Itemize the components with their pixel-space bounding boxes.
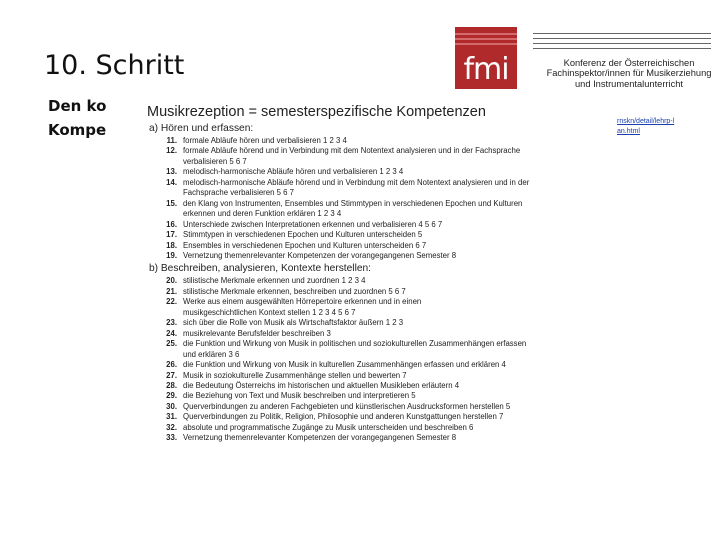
item-number: 15. bbox=[166, 198, 177, 208]
logo-stripes bbox=[455, 33, 517, 48]
list-item bbox=[147, 136, 617, 146]
item-text bbox=[183, 241, 617, 251]
list-item bbox=[147, 178, 617, 199]
item-text-line: sich über die Rolle von Musik als Wirtschaftsfaktor äußern 1 2 3 bbox=[183, 318, 404, 328]
item-number: 30. bbox=[166, 401, 177, 411]
item-text-line: musikgeschichtlichen Kontext stellen 1 2 3 4 5 6 7 bbox=[183, 307, 356, 317]
item-number: 27. bbox=[166, 370, 177, 380]
item-text-line: absolute und programmatische Zugänge zu Musik unterscheiden und beschreiben 6 bbox=[183, 422, 474, 432]
item-text-line: den Klang von Instrumenten, Ensembles und Stimmtypen in verschiedenen Epochen und Kulturen bbox=[183, 198, 523, 208]
list-item bbox=[147, 220, 617, 230]
item-text-line: die Bedeutung Österreichs im historischen und aktuellen Musikleben erläutern 4 bbox=[183, 380, 460, 390]
section-title: b) Beschreiben, analysieren, Kontexte herstellen: bbox=[149, 263, 371, 275]
item-text-line: Stimmtypen in verschiedenen Epochen und Kulturen unterscheiden 5 bbox=[183, 230, 423, 240]
item-number: 22. bbox=[166, 297, 177, 307]
item-text-line: Querverbindungen zu Politik, Religion, Philosophie und anderen Kunstgattungen herstellen 7 bbox=[183, 412, 504, 422]
item-text-line: formale Abläufe hören und verbalisieren 1 2 3 4 bbox=[183, 136, 347, 145]
list-item bbox=[147, 297, 617, 318]
subtitle-line: Den ko bbox=[48, 97, 107, 115]
item-text bbox=[183, 136, 617, 146]
item-text-line: Unterschiede zwischen Interpretationen erkennen und verbalisieren 4 5 6 7 bbox=[183, 219, 443, 229]
item-text-line: Vernetzung themenrelevanter Kompetenzen der vorangegangenen Semester 8 bbox=[183, 433, 457, 443]
list-item bbox=[147, 433, 617, 443]
item-number: 12. bbox=[166, 146, 177, 156]
list-item bbox=[147, 402, 617, 412]
list-item bbox=[147, 199, 617, 220]
conference-line: und Instrumentalunterricht bbox=[574, 78, 683, 89]
item-number: 16. bbox=[166, 219, 177, 229]
list-item bbox=[147, 241, 617, 251]
item-number: 18. bbox=[166, 240, 177, 250]
item-text bbox=[183, 402, 617, 412]
document-heading: Musikrezeption = semesterspezifische Kompetenzen bbox=[147, 104, 486, 120]
list-item bbox=[147, 360, 617, 370]
item-text-line: verbalisieren 5 6 7 bbox=[183, 156, 247, 166]
item-text-line: Ensembles in verschiedenen Epochen und Kulturen unterscheiden 6 7 bbox=[183, 240, 427, 250]
item-text bbox=[183, 287, 617, 297]
logo-text: fmi bbox=[463, 52, 509, 87]
subtitle-line: Kompe bbox=[48, 121, 107, 139]
item-text-line: Querverbindungen zu anderen Fachgebieten und künstlerischen Ausdrucksformen herstellen 5 bbox=[183, 401, 511, 411]
item-text bbox=[183, 146, 617, 167]
item-text-line: Musik in soziokulturelle Zusammenhänge stellen und bewerten 7 bbox=[183, 370, 407, 380]
item-number: 26. bbox=[166, 360, 177, 370]
item-text-line: die Beziehung von Text und Musik beschreiben und interpretieren 5 bbox=[183, 391, 416, 401]
item-number: 19. bbox=[166, 250, 177, 260]
item-number: 25. bbox=[166, 339, 177, 349]
item-text-line: die Funktion und Wirkung von Musik in kulturellen Zusammenhängen erfassen und erklären 4 bbox=[183, 360, 506, 370]
item-text bbox=[183, 230, 617, 240]
item-text bbox=[183, 318, 617, 328]
item-number: 33. bbox=[166, 433, 177, 443]
item-text bbox=[183, 251, 617, 261]
item-text-line: Werke aus einem ausgewählten Hörrepertoire erkennen und in einen bbox=[183, 297, 422, 307]
document-sections bbox=[147, 122, 617, 444]
item-text bbox=[183, 167, 617, 177]
list-item bbox=[147, 412, 617, 422]
item-text bbox=[183, 412, 617, 422]
item-text bbox=[183, 433, 617, 443]
item-number: 24. bbox=[166, 328, 177, 338]
section-title: a) Hören und erfassen: bbox=[149, 123, 254, 134]
item-text bbox=[183, 381, 617, 391]
competence-document bbox=[147, 103, 617, 444]
item-number: 32. bbox=[166, 422, 177, 432]
list-item bbox=[147, 329, 617, 339]
item-text-line: Fachsprache verbalisieren 5 6 7 bbox=[183, 188, 294, 198]
list-item bbox=[147, 339, 617, 360]
fmi-logo bbox=[455, 27, 517, 89]
list-item bbox=[147, 146, 617, 167]
list-item bbox=[147, 251, 617, 261]
item-number: 11. bbox=[166, 136, 177, 145]
list-item bbox=[147, 230, 617, 240]
item-text bbox=[183, 276, 617, 286]
slide-subtitle bbox=[48, 94, 106, 142]
item-text bbox=[183, 423, 617, 433]
item-text-line: stilistische Merkmale erkennen, beschreiben und zuordnen 5 6 7 bbox=[183, 286, 406, 296]
item-text bbox=[183, 339, 617, 360]
conference-name bbox=[538, 58, 720, 89]
item-number: 23. bbox=[166, 318, 177, 328]
list-item bbox=[147, 381, 617, 391]
item-text bbox=[183, 220, 617, 230]
conference-line: Konferenz der Österreichischen bbox=[563, 58, 695, 68]
item-number: 20. bbox=[166, 276, 177, 286]
slide-title: 10. Schritt bbox=[44, 50, 185, 81]
list-item bbox=[147, 167, 617, 177]
item-text-line: und erklären 3 6 bbox=[183, 349, 240, 359]
item-text bbox=[183, 329, 617, 339]
conference-rule-lines bbox=[533, 33, 711, 53]
item-text bbox=[183, 199, 617, 220]
lehrplan-link[interactable]: rnskn/detail/lehrp-lan.html bbox=[617, 118, 675, 135]
item-number: 13. bbox=[166, 167, 177, 177]
item-text-line: musikrelevante Berufsfelder beschreiben 3 bbox=[183, 328, 331, 338]
item-text-line: stilistische Merkmale erkennen und zuordnen 1 2 3 4 bbox=[183, 276, 366, 286]
list-item bbox=[147, 276, 617, 286]
list-item bbox=[147, 318, 617, 328]
item-text bbox=[183, 371, 617, 381]
item-number: 14. bbox=[166, 177, 177, 187]
item-text-line: die Funktion und Wirkung von Musik in politischen und soziokulturellen Zusammenhängen erfassen bbox=[183, 339, 527, 349]
item-text-line: melodisch-harmonische Abläufe hören und verbalisieren 1 2 3 4 bbox=[183, 167, 404, 177]
list-item bbox=[147, 287, 617, 297]
item-text-line: Vernetzung themenrelevanter Kompetenzen der vorangegangenen Semester 8 bbox=[183, 250, 457, 260]
item-text bbox=[183, 391, 617, 401]
list-item bbox=[147, 371, 617, 381]
item-text-line: melodisch-harmonische Abläufe hörend und in Verbindung mit dem Notentext analysieren und in der bbox=[183, 177, 530, 187]
item-text-line: formale Abläufe hörend und in Verbindung mit dem Notentext analysieren und in der Fachsprache bbox=[183, 146, 521, 156]
item-text bbox=[183, 178, 617, 199]
conference-line: Fachinspektor/innen für Musikerziehung bbox=[546, 68, 712, 79]
item-text bbox=[183, 360, 617, 370]
item-text-line: erkennen und deren Funktion erklären 1 2 3 4 bbox=[183, 209, 342, 219]
item-number: 21. bbox=[166, 286, 177, 296]
item-number: 29. bbox=[166, 391, 177, 401]
list-item bbox=[147, 423, 617, 433]
item-text bbox=[183, 297, 617, 318]
list-item bbox=[147, 391, 617, 401]
item-number: 31. bbox=[166, 412, 177, 422]
item-number: 17. bbox=[166, 230, 177, 240]
item-number: 28. bbox=[166, 380, 177, 390]
